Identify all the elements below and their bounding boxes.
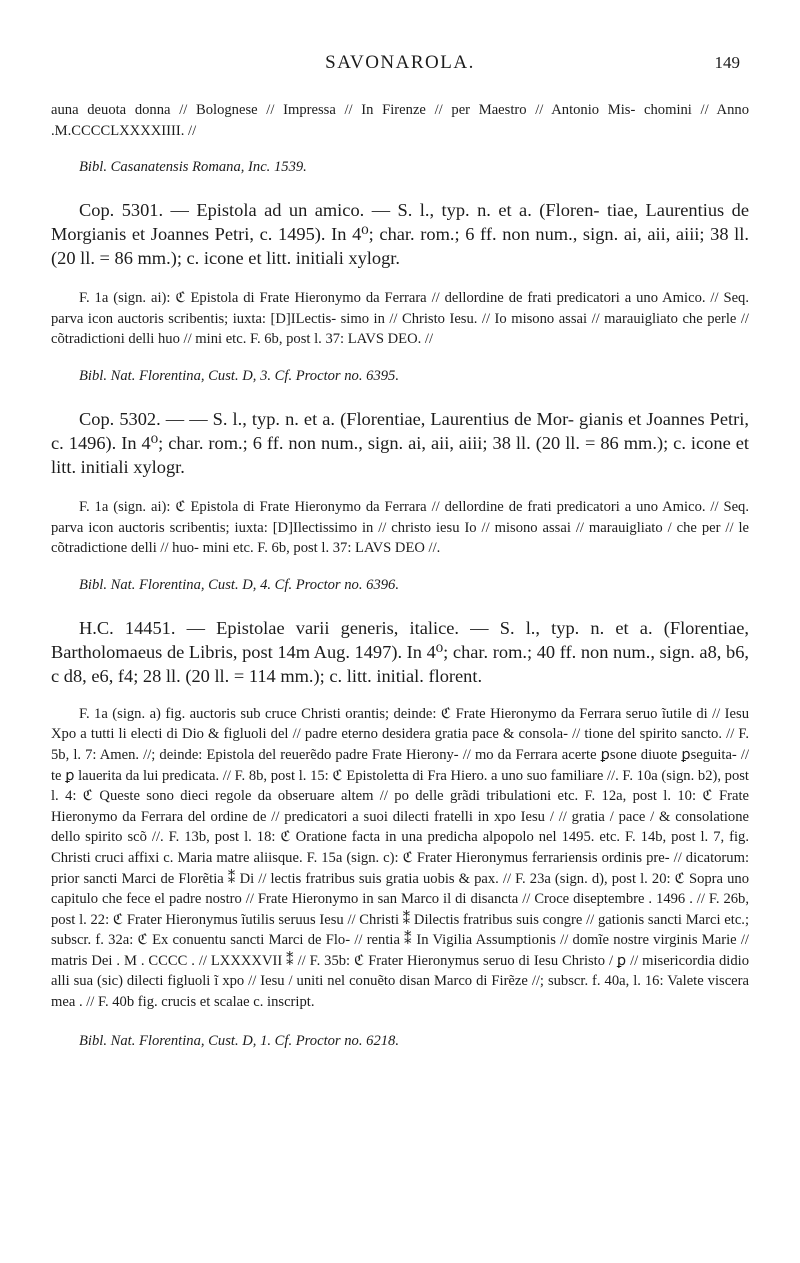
page-body <box>51 100 749 1050</box>
entry-description: F. 1a (sign. ai): ℭ Epistola di Frate Hieronymo da Ferrara // dellordine de frati predicatori a uno Amico. // Seq. parva icon auctoris scribentis; iuxta: [D]Ilectissimo in // christo iesu Io // misono assai // marauigliato / che per // le cõtradictione delli // huo- mini etc. F. 6b, post l. 37: LAVS DEO //. <box>51 498 749 557</box>
catalog-entry-5302 <box>51 407 749 594</box>
entry-heading: H.C. 14451. — Epistolae varii generis, italice. — S. l., typ. n. et a. (Florentiae, Bartholomaeus de Libris, post 14m Aug. 1497). In 4⁰; char. rom.; 40 ff. non num., sign. a8, b6, c d8, e6, f4; 28 ll. (20 ll. = 114 mm.); c. litt. initial. florent. <box>51 617 749 686</box>
entry-heading: Cop. 5301. — Epistola ad un amico. — S. l., typ. n. et a. (Floren- tiae, Laurentius de Morgianis et Joannes Petri, c. 1495). In 4⁰; char. rom.; 6 ff. non num., sign. ai, aii, aiii; 38 ll. (20 ll. = 86 mm.); c. icone et litt. initiali xylogr. <box>51 200 749 269</box>
entry-heading: Cop. 5302. — — S. l., typ. n. et a. (Florentiae, Laurentius de Mor- gianis et Joannes Petri, c. 1496). In 4⁰; char. rom.; 6 ff. non num., sign. ai, aii, aiii; 38 ll. (20 ll. = 86 mm.); c. icone et litt. initiali xylogr. <box>51 408 749 477</box>
continuation-text: auna deuota donna // Bolognese // Impressa // In Firenze // per Maestro // Antonio Mis- chomini // Anno .M.CCCCLXXXXIIII. // <box>51 102 749 139</box>
entry-bibl: Bibl. Nat. Florentina, Cust. D, 3. Cf. Proctor no. 6395. <box>79 367 399 384</box>
catalog-entry-5301 <box>51 198 749 385</box>
running-head: SAVONAROLA. <box>325 52 475 73</box>
entry-bibl: Bibl. Nat. Florentina, Cust. D, 1. Cf. Proctor no. 6218. <box>79 1032 399 1049</box>
entry-description: F. 1a (sign. a) fig. auctoris sub cruce Christi orantis; deinde: ℭ Frate Hieronymo da Ferrara seruo ĩutile di // Iesu Xpo a tutti li electi di Dio & figluoli del // padre eterno desidera gratia pace & consola- // tione del spirito sancto. // F. 5b, l. 7: Amen. //; deinde: Epistola del reuerẽdo padre Frate Hierony- // mo da Ferrara acerte ꝑsone diuote ꝑseguita- // te ꝑ lauerita da lui predicata. // F. 8b, post l. 15: ℭ Epistoletta di Fra Hiero. a uno suo familiare //. F. 10a (sign. b2), post l. 4: ℭ Queste sono dieci regole da obseruare altem // po delle grãdi tribulationi etc. F. 12a, post l. 10: ℭ Frate Hieronymo da Ferrara del ordine de // predicatori a suoi dilecti fratelli in xpo Iesu / // gratia / pace / & consolatione dello spirito scõ //. F. 13b, post l. 18: ℭ Oratione facta in una predicha alpopolo nel 1495. etc. F. 14b, post l. 7, fig. Christi cruci affixi c. Maria matre aliisque. F. 15a (sign. c): ℭ Frater Hieronymus ferrariensis ordinis pre- // dicatorum: prior sancti Marci de Florẽtia ⁑ Di // lectis fratribus suis gratia uobis & pax. // F. 23a (sign. d), post l. 20: ℭ Sopra uno capitulo che fece el padre nostro // Frate Hieronymo in san Marco il di disancta // Croce diseptembre . 1496 . // F. 26b, post l. 22: ℭ Frater Hieronymus ĩutilis seruus Iesu // Christi ⁑ Dilectis fratribus suis congre // gationis sancti Marci etc.; subscr. f. 32a: ℭ Ex conuentu sancti Marci de Flo- // rentia ⁑ In Vigilia Assumptionis // domĩe nostre virginis Marie // matris Dei . M . CCCC . // LXXXXVII ⁑ // F. 35b: ℭ Frater Hieronymus seruo di Iesu Christo / ꝑ // misericordia didio alli sua (sic) dilecti figluoli ĩ xpo // Iesu / uniti nel conuẽto disan Marco di Firẽze //; subscr. f. 40a, l. 16: Valete viscera mea . // F. 40b fig. crucis et scalae c. inscript. <box>51 705 749 1011</box>
page-number: 149 <box>714 53 740 72</box>
continuation-bibl: Bibl. Casanatensis Romana, Inc. 1539. <box>79 159 307 176</box>
catalog-entry-14451 <box>51 616 749 1050</box>
entry-bibl: Bibl. Nat. Florentina, Cust. D, 4. Cf. Proctor no. 6396. <box>79 576 399 593</box>
page-header <box>0 52 800 82</box>
entry-description: F. 1a (sign. ai): ℭ Epistola di Frate Hieronymo da Ferrara // dellordine de frati predicatori a uno Amico. // Seq. parva icon auctoris scribentis; iuxta: [D]ILectis- simo in // Christo Iesu. // Io misono assai // marauigliato che perle // cõtradictioni delli huo // mini etc. F. 6b, post l. 37: LAVS DEO. // <box>51 290 749 348</box>
